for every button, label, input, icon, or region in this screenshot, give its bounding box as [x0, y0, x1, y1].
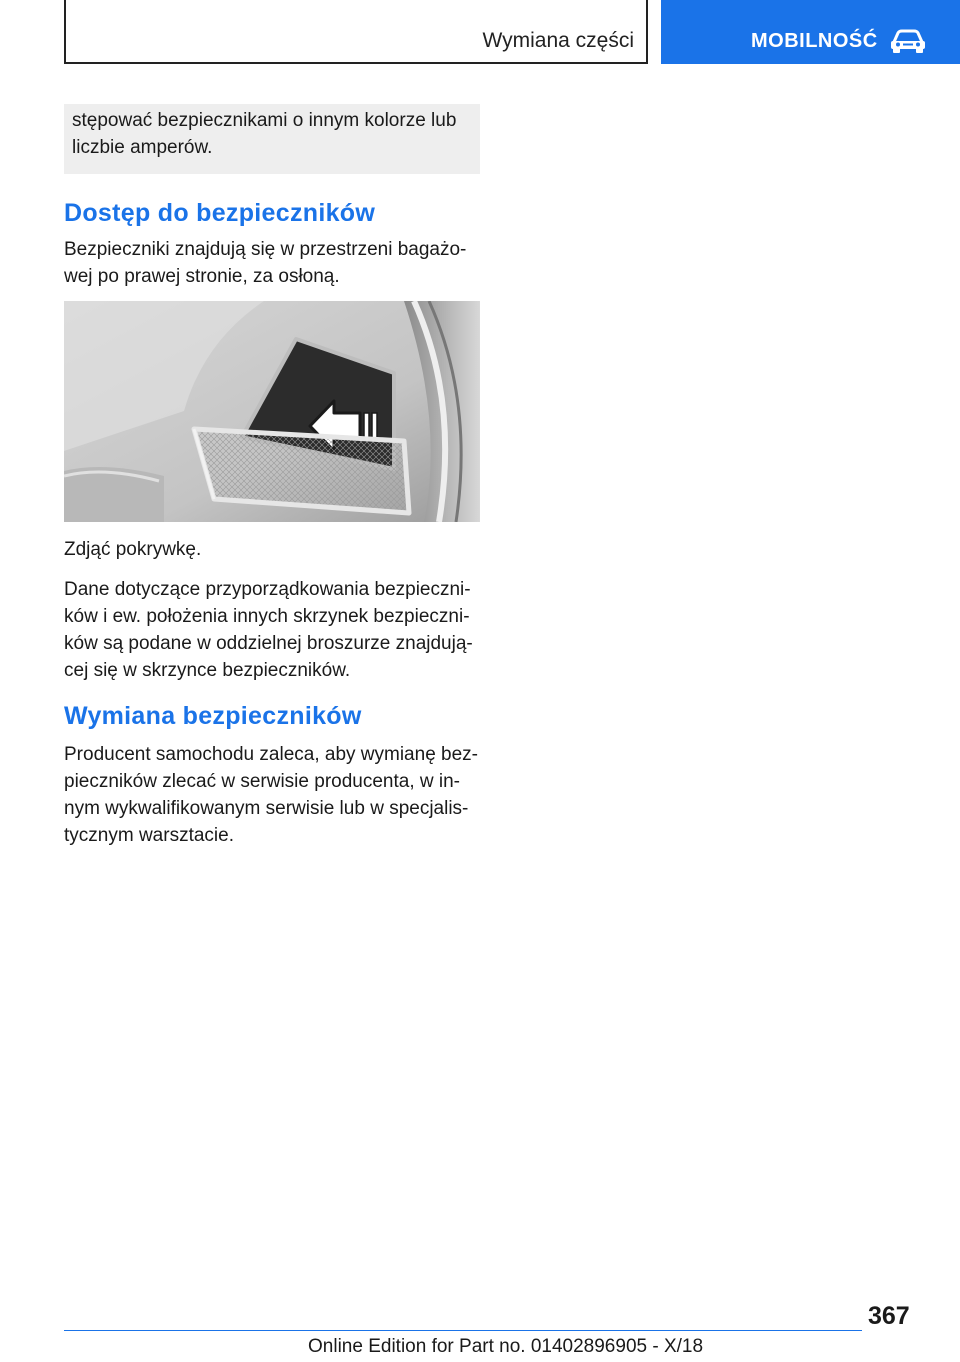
- paragraph-line: Dane dotyczące przyporządkowania bezpieczni-: [64, 579, 471, 600]
- trunk-fuse-cover-photo: [64, 301, 480, 522]
- paragraph-line: Bezpieczniki znajdują się w przestrzeni bagażo-: [64, 239, 467, 260]
- paragraph-line: ków są podane w oddzielnej broszurze znajdują-: [64, 633, 473, 654]
- paragraph-line: tycznym warsztacie.: [64, 825, 234, 846]
- chapter-title: MOBILNOŚĆ: [751, 30, 878, 52]
- heading-fuse-replacement: Wymiana bezpieczników: [64, 702, 362, 730]
- page-number: 367: [868, 1302, 910, 1330]
- note-line: stępować bezpiecznikami o innym kolorze lub: [72, 110, 457, 131]
- edition-footer: Online Edition for Part no. 01402896905 - X/18: [308, 1336, 704, 1357]
- paragraph-line: cej się w skrzynce bezpieczników.: [64, 660, 351, 681]
- section-title: Wymiana części: [482, 29, 634, 52]
- paragraph-line: wej po prawej stronie, za osłoną.: [64, 266, 340, 287]
- paragraph-line: ków i ew. położenia innych skrzynek bezpieczni-: [64, 606, 470, 627]
- note-box: [64, 104, 480, 174]
- header-section-box: [64, 0, 648, 64]
- paragraph-line: nym wykwalifikowanym serwisie lub w specjalis-: [64, 798, 469, 819]
- heading-fuse-access: Dostęp do bezpieczników: [64, 199, 376, 227]
- footer-divider: [64, 1330, 862, 1331]
- car-icon: [890, 28, 926, 54]
- paragraph-line: Producent samochodu zaleca, aby wymianę bez-: [64, 744, 479, 765]
- chapter-tab[interactable]: [661, 0, 960, 64]
- step-instruction: Zdjąć pokrywkę.: [64, 539, 202, 560]
- note-line: liczbie amperów.: [72, 137, 213, 158]
- paragraph-line: pieczników zlecać w serwisie producenta, w in-: [64, 771, 460, 792]
